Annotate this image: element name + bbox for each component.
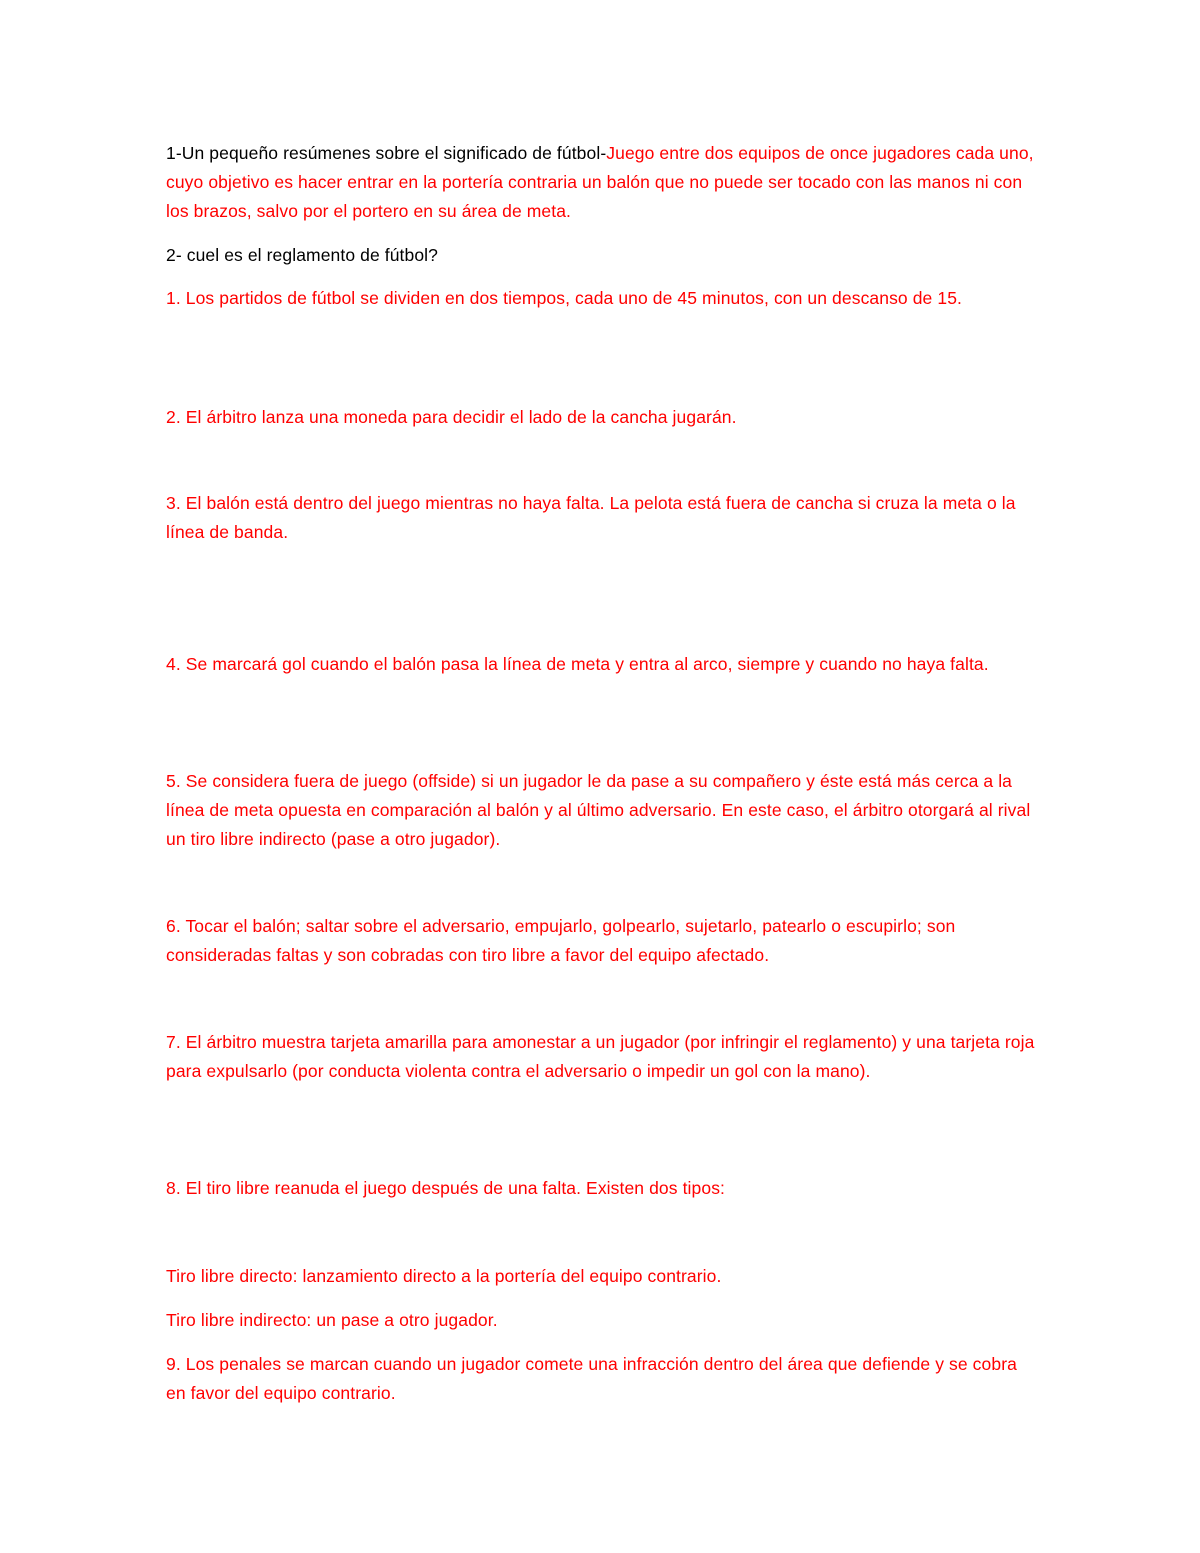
rule-9-number: 9. bbox=[166, 1354, 181, 1374]
rule-5-paragraph bbox=[166, 767, 1036, 854]
rule-4-paragraph bbox=[166, 650, 1036, 679]
rule-7-text: El árbitro muestra tarjeta amarilla para amonestar a un jugador (por infringir el reglamento) y una tarjeta roja para expulsarlo (por conducta violenta contra el adversario o impedir un gol con la mano). bbox=[166, 1032, 1035, 1081]
rule-7-number: 7. bbox=[166, 1032, 181, 1052]
rule-8-number: 8. bbox=[166, 1178, 181, 1198]
rule-3-paragraph bbox=[166, 489, 1036, 547]
rule-4-text: Se marcará gol cuando el balón pasa la línea de meta y entra al arco, siempre y cuando no haya falta. bbox=[180, 654, 989, 674]
rule-6-number: 6. bbox=[166, 916, 181, 936]
free-kick-indirect-text: Tiro libre indirecto: un pase a otro jugador. bbox=[166, 1310, 498, 1330]
rule-5-text: Se considera fuera de juego (offside) si un jugador le da pase a su compañero y éste está más cerca a la línea de meta opuesta en comparación al balón y al último adversario. En este caso, el árbitro otorgará al rival un tiro libre indirecto (pase a otro jugador). bbox=[166, 771, 1031, 849]
rule-1-paragraph bbox=[166, 284, 1036, 313]
rule-8-text: El tiro libre reanuda el juego después de una falta. Existen dos tipos: bbox=[180, 1178, 726, 1198]
rule-9-text: Los penales se marcan cuando un jugador comete una infracción dentro del área que defiende y se cobra en favor del equipo contrario. bbox=[166, 1354, 1017, 1403]
rule-5-number: 5. bbox=[166, 771, 181, 791]
rule-8-paragraph bbox=[166, 1174, 1036, 1203]
question-1-text: 1-Un pequeño resúmenes sobre el significado de fútbol- bbox=[166, 143, 607, 163]
rule-1-number: 1. bbox=[166, 288, 181, 308]
rule-3-number: 3. bbox=[166, 493, 181, 513]
rule-4-number: 4. bbox=[166, 654, 181, 674]
question-2-text: 2- cuel es el reglamento de fútbol? bbox=[166, 245, 438, 265]
rule-1-text: Los partidos de fútbol se dividen en dos tiempos, cada uno de 45 minutos, con un descanso de 15. bbox=[180, 288, 962, 308]
rule-2-text: El árbitro lanza una moneda para decidir el lado de la cancha jugarán. bbox=[180, 407, 737, 427]
answer-1-text: Juego entre dos equipos de once jugadores cada uno, cuyo objetivo es hacer entrar en la portería contraria un balón que no puede ser tocado con las manos ni con los brazos, salvo por el portero en su área de meta. bbox=[166, 143, 1034, 221]
rule-2-paragraph bbox=[166, 403, 1036, 432]
rule-2-number: 2. bbox=[166, 407, 181, 427]
rule-3-text: El balón está dentro del juego mientras no haya falta. La pelota está fuera de cancha si cruza la meta o la línea de banda. bbox=[166, 493, 1016, 542]
rule-9-paragraph bbox=[166, 1350, 1036, 1408]
question-1-paragraph bbox=[166, 139, 1036, 226]
rule-6-text: Tocar el balón; saltar sobre el adversario, empujarlo, golpearlo, sujetarlo, patearlo o escupirlo; son consideradas faltas y son cobradas con tiro libre a favor del equipo afectado. bbox=[166, 916, 956, 965]
free-kick-direct-text: Tiro libre directo: lanzamiento directo a la portería del equipo contrario. bbox=[166, 1266, 722, 1286]
rule-7-paragraph bbox=[166, 1028, 1036, 1086]
rule-6-paragraph bbox=[166, 912, 1036, 970]
